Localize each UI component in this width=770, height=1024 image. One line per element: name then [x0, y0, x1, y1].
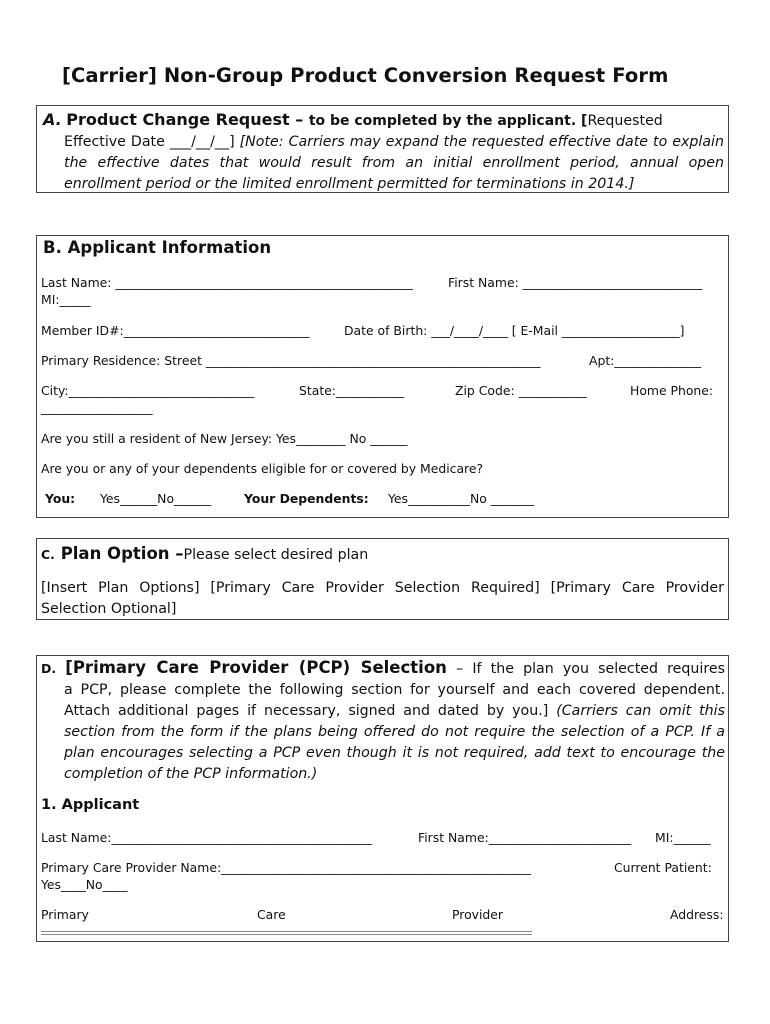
pcp-address-field-line[interactable] [41, 931, 532, 932]
member-id-field[interactable]: Member ID#:______________________________ [41, 323, 310, 338]
pcp-last-name-field[interactable]: Last Name:__________________________________________ [41, 830, 372, 845]
you-answer-field[interactable]: Yes______No______ [100, 491, 212, 506]
current-patient-field[interactable]: Yes____No____ [41, 877, 128, 892]
section-c-heading-line [41, 544, 368, 563]
section-b-heading-line [43, 238, 271, 257]
section-d-note: (Carriers can omit this section from the form if the plans being offered do not require the selection of a PCP. If a plan encourages selecting a PCP even though it is not required, add text to encourage the completion of the PCP information.) [64, 703, 726, 782]
section-d-line1: If the plan you selected requires [472, 661, 725, 677]
home-phone-field[interactable]: __________________ [41, 400, 153, 415]
medicare-question: Are you or any of your dependents eligible for or covered by Medicare? [41, 461, 484, 476]
dependents-label: Your Dependents: [244, 491, 369, 506]
form-title: [Carrier] Non-Group Product Conversion Request Form [62, 64, 669, 87]
city-field[interactable]: City:______________________________ [41, 383, 255, 398]
applicant-subheading: 1. Applicant [41, 797, 140, 813]
section-a-body [43, 132, 724, 195]
section-a-label: A. [43, 110, 62, 129]
section-b-applicant-info [36, 235, 729, 518]
first-name-field[interactable]: First Name: _____________________________ [448, 275, 703, 290]
address-word-primary: Primary [41, 907, 89, 922]
mi-field[interactable]: MI:_____ [41, 292, 91, 307]
section-d-first-line [41, 657, 725, 680]
address-word-address: Address: [670, 907, 724, 922]
section-d-dash: – [446, 661, 473, 677]
section-c-instruction: Please select desired plan [183, 547, 369, 563]
apt-field[interactable]: Apt:______________ [589, 353, 702, 368]
section-a-note: [Note: Carriers may expand the requested effective date to explain the effective dates that would result from an initial enrollment period, annual open enrollment period or the limited enrollment permitted for terminations in 2014.] [64, 134, 724, 192]
home-phone-label: Home Phone: [630, 383, 714, 398]
current-patient-label: Current Patient: [614, 860, 712, 875]
pcp-first-name-field[interactable]: First Name:_______________________ [418, 830, 632, 845]
zip-code-field[interactable]: Zip Code: ___________ [455, 383, 587, 398]
pcp-address-field-line-2 [41, 934, 532, 935]
section-a-product-change [36, 105, 729, 193]
residence-street-field[interactable]: Primary Residence: Street ______________________________________________________ [41, 353, 541, 368]
you-label: You: [45, 491, 76, 506]
dob-email-field[interactable]: Date of Birth: ___/____/____ [ E-Mail ___________________] [344, 323, 685, 338]
section-d-text: a PCP, please complete the following section for yourself and each covered dependent. [64, 682, 725, 698]
section-d-attach: Attach additional pages if necessary, signed and dated by you.] [64, 703, 557, 719]
section-a-dash: – [289, 110, 309, 129]
address-word-care: Care [257, 907, 286, 922]
nj-resident-question[interactable]: Are you still a resident of New Jersey: Yes________ No ______ [41, 431, 408, 446]
section-d-heading: [Primary Care Provider (PCP) Selection [65, 658, 447, 677]
state-field[interactable]: State:___________ [299, 383, 405, 398]
section-c-plan-option [36, 538, 729, 620]
section-a-subheading: to be completed by the applicant. [ [308, 113, 588, 129]
section-a-first-line [43, 109, 724, 132]
effective-date-field[interactable]: Effective Date ___/__/__] [64, 134, 240, 150]
section-d-body [41, 680, 725, 785]
last-name-field[interactable]: Last Name: ________________________________________________ [41, 275, 413, 290]
section-b-label: B. [43, 238, 62, 257]
section-b-heading: Applicant Information [67, 238, 272, 257]
pcp-name-field[interactable]: Primary Care Provider Name:__________________________________________________ [41, 860, 531, 875]
section-d-label: D. [41, 661, 57, 676]
pcp-mi-field[interactable]: MI:______ [655, 830, 711, 845]
section-c-heading: Plan Option – [60, 544, 184, 563]
section-a-requested: Requested [587, 113, 663, 129]
plan-options-text: [Insert Plan Options] [Primary Care Provider Selection Required] [Primary Care Provider Selection Optional] [41, 580, 724, 617]
dependents-answer-field[interactable]: Yes__________No _______ [388, 491, 535, 506]
address-word-provider: Provider [452, 907, 504, 922]
section-d-pcp-selection [36, 655, 729, 942]
section-c-label: C. [41, 547, 55, 562]
section-d-text-block [41, 657, 725, 785]
section-a-heading: Product Change Request [66, 110, 290, 129]
